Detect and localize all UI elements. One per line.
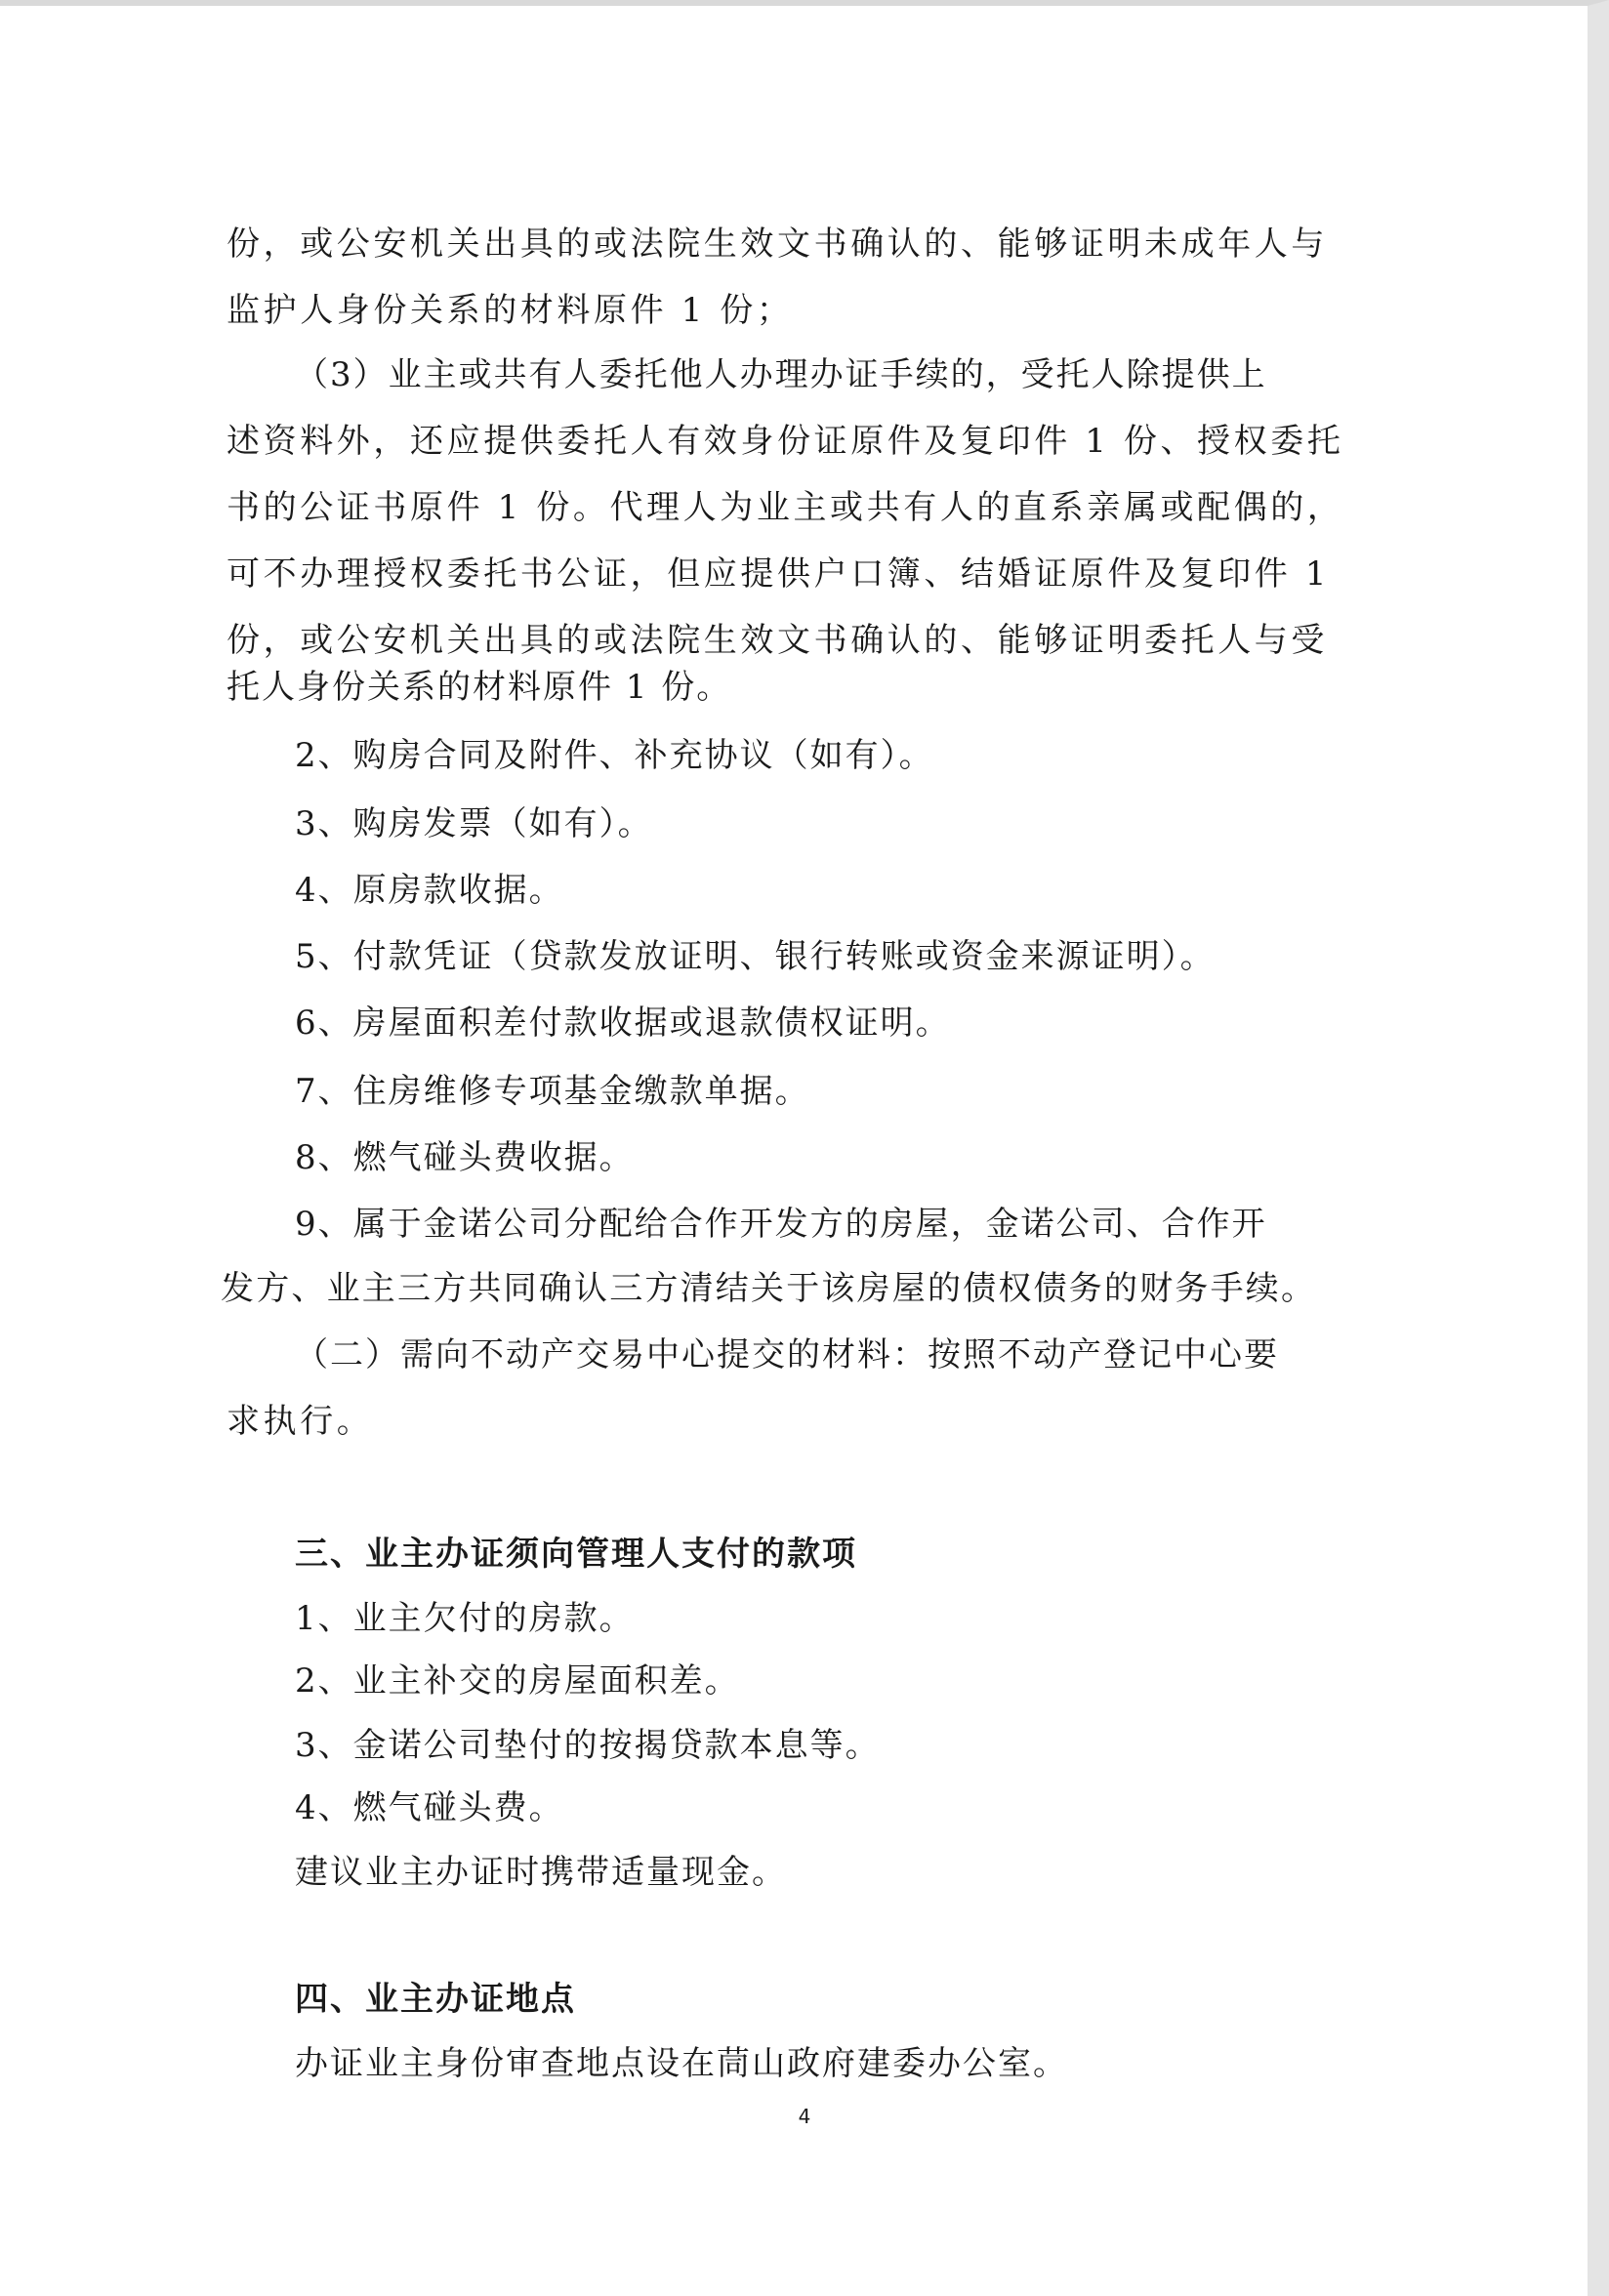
paragraph-line: 可不办理授权委托书公证，但应提供户口簿、结婚证原件及复印件 1	[227, 554, 1331, 594]
paragraph-line: 书的公证书原件 1 份。代理人为业主或共有人的直系亲属或配偶的，	[227, 488, 1344, 527]
list-item: 3、金诺公司垫付的按揭贷款本息等。	[295, 1726, 881, 1765]
paragraph-line: 述资料外，还应提供委托人有效身份证原件及复印件 1 份、授权委托	[227, 422, 1344, 461]
list-item: 9、属于金诺公司分配给合作开发方的房屋，金诺公司、合作开	[295, 1205, 1267, 1244]
note-text: 建议业主办证时携带适量现金。	[295, 1853, 787, 1892]
list-item: 4、原房款收据。	[295, 871, 564, 910]
list-item: 5、付款凭证（贷款发放证明、银行转账或资金来源证明）。	[295, 937, 1216, 976]
list-item: 3、购房发票（如有）。	[295, 804, 653, 843]
paragraph-line: 监护人身份关系的材料原件 1 份；	[227, 291, 794, 330]
list-item: 4、燃气碰头费。	[295, 1788, 564, 1827]
paragraph-line: （3）业主或共有人委托他人办理办证手续的，受托人除提供上	[295, 355, 1267, 394]
list-item: 2、购房合同及附件、补充协议（如有）。	[295, 736, 934, 775]
section-heading: 四、业主办证地点	[295, 1980, 576, 2019]
paragraph-line: 求执行。	[227, 1402, 374, 1441]
paragraph-line: 份，或公安机关出具的或法院生效文书确认的、能够证明未成年人与	[227, 225, 1328, 264]
section-heading: 三、业主办证须向管理人支付的款项	[295, 1535, 857, 1574]
paragraph-line: 托人身份关系的材料原件 1 份。	[227, 668, 732, 707]
page-number: 4	[798, 2105, 811, 2128]
list-item: 6、房屋面积差付款收据或退款债权证明。	[295, 1004, 951, 1043]
paragraph-line: 发方、业主三方共同确认三方清结关于该房屋的债权债务的财务手续。	[221, 1269, 1317, 1308]
paragraph-line: 办证业主身份审查地点设在茼山政府建委办公室。	[295, 2044, 1068, 2083]
list-item: 7、住房维修专项基金缴款单据。	[295, 1072, 810, 1111]
list-item: 2、业主补交的房屋面积差。	[295, 1661, 740, 1701]
paragraph-line: 份，或公安机关出具的或法院生效文书确认的、能够证明委托人与受	[227, 621, 1328, 660]
list-item: 1、业主欠付的房款。	[295, 1599, 635, 1638]
list-item: 8、燃气碰头费收据。	[295, 1138, 635, 1177]
paragraph-line: （二）需向不动产交易中心提交的材料：按照不动产登记中心要	[295, 1335, 1279, 1374]
